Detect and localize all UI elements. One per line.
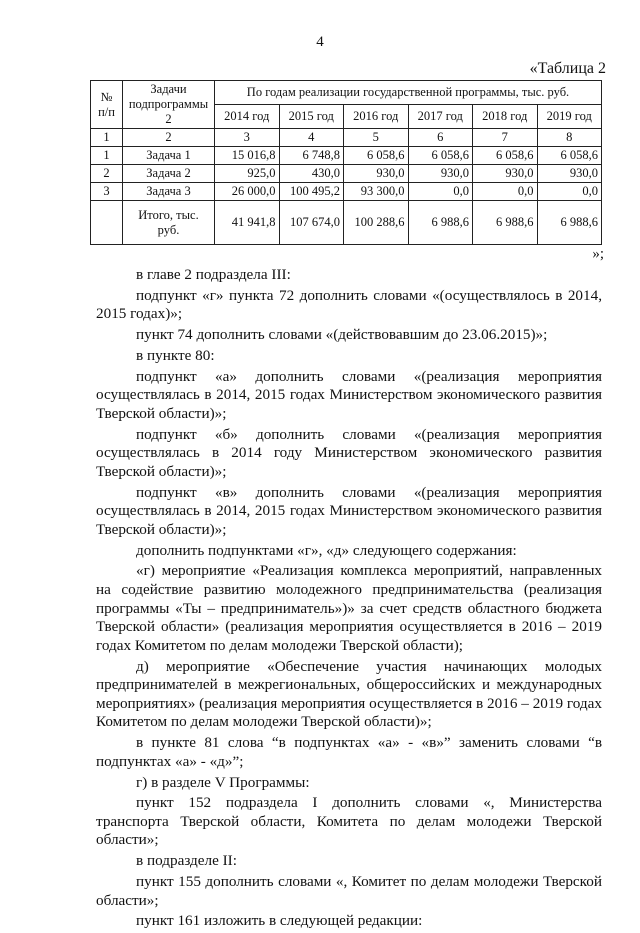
table-cell: 6 988,6	[473, 201, 538, 245]
table-cell: 2	[91, 165, 123, 183]
paragraph: пункт 161 изложить в следующей редакции:	[136, 912, 423, 930]
table-cell: Задача 2	[123, 165, 215, 183]
header-task: Задачи подпрограммы 2	[123, 81, 215, 129]
header-year: 2016 год	[344, 105, 409, 129]
paragraph: подпункт «в» дополнить словами «(реализация мероприятия осуществлялась в 2014, 2015 годах Министерством экономического развития Тверской области)»;	[96, 483, 602, 538]
paragraph: пункт 155 дополнить словами «, Комитет по делам молодежи Тверской области»;	[96, 873, 602, 909]
paragraph: подпункт «а» дополнить словами «(реализация мероприятия осуществлялась в 2014, 2015 годах Министерством экономического развития Тверской области)»;	[96, 367, 602, 422]
table-cell: 3	[91, 183, 123, 201]
header-year: 2015 год	[279, 105, 344, 129]
table-cell: 6 058,6	[537, 147, 602, 165]
table-row	[91, 183, 602, 201]
table-cell: 3	[215, 129, 280, 147]
table-index-row	[91, 129, 602, 147]
table-cell: 6	[408, 129, 473, 147]
paragraph: в главе 2 подраздела III:	[136, 266, 291, 283]
paragraph: пункт 74 дополнить словами «(действовавшим до 23.06.2015)»;	[136, 326, 548, 344]
table-cell: 100 495,2	[279, 183, 344, 201]
table-cell: 6 058,6	[473, 147, 538, 165]
table-cell: 8	[537, 129, 602, 147]
paragraph: «г) мероприятие «Реализация комплекса мероприятий, направленных на содействие развитию молодежного предпринимательства (реализация программы «Ты – предприниматель»)» за счет средств областного бюджета Тверской области» (реализация мероприятия осуществляется в 2016 – 2019 годах Комитетом по делам молодежи Тверской области);	[96, 562, 602, 654]
paragraph: дополнить подпунктами «г», «д» следующего содержания:	[136, 541, 517, 559]
table-cell: Задача 3	[123, 183, 215, 201]
table-cell: 15 016,8	[215, 147, 280, 165]
table-cell: 26 000,0	[215, 183, 280, 201]
paragraph: г) в разделе V Программы:	[136, 773, 310, 791]
total-label: Итого, тыс. руб.	[123, 201, 215, 245]
table-cell: 430,0	[279, 165, 344, 183]
header-years-group: По годам реализации государственной программы, тыс. руб.	[215, 81, 602, 105]
header-year: 2019 год	[537, 105, 602, 129]
table-cell: 2	[123, 129, 215, 147]
table-cell: 0,0	[537, 183, 602, 201]
table-cell: 0,0	[408, 183, 473, 201]
table-cell: 41 941,8	[215, 201, 280, 245]
document-body	[96, 266, 602, 933]
table-cell: 4	[279, 129, 344, 147]
table-cell: 6 988,6	[408, 201, 473, 245]
table-total-row	[91, 201, 602, 245]
table-cell: 930,0	[344, 165, 409, 183]
table-row	[91, 147, 602, 165]
header-year: 2017 год	[408, 105, 473, 129]
table-cell: 5	[344, 129, 409, 147]
table-cell: 930,0	[408, 165, 473, 183]
table-cell: 1	[91, 129, 123, 147]
table-cell: 6 748,8	[279, 147, 344, 165]
table-label: «Таблица 2	[529, 60, 606, 77]
table-cell: 107 674,0	[279, 201, 344, 245]
paragraph: в пункте 80:	[136, 346, 215, 364]
table-row	[91, 165, 602, 183]
table-cell: 93 300,0	[344, 183, 409, 201]
table-end-mark: »;	[592, 246, 604, 262]
table-cell: 6 058,6	[408, 147, 473, 165]
table-cell: 6 058,6	[344, 147, 409, 165]
header-year: 2018 год	[473, 105, 538, 129]
paragraph: пункт 152 подраздела I дополнить словами «, Министерства транспорта Тверской области, Комитета по делам молодежи Тверской области»;	[96, 794, 602, 849]
table-cell: 100 288,6	[344, 201, 409, 245]
table-cell: 7	[473, 129, 538, 147]
table-cell: 1	[91, 147, 123, 165]
paragraph: подпункт «б» дополнить словами «(реализация мероприятия осуществлялась в 2014 году Министерством экономического развития Тверской области)»;	[96, 425, 602, 480]
paragraph: д) мероприятие «Обеспечение участия начинающих молодых предпринимателей в межрегиональных, общероссийских и международных мероприятиях» (реализация мероприятия осуществляется в 2016 – 2019 годах Комитетом по делам молодежи Тверской области)»;	[96, 657, 602, 731]
header-num: № п/п	[91, 81, 123, 129]
table-cell: 930,0	[473, 165, 538, 183]
table-cell	[91, 201, 123, 245]
table-cell: Задача 1	[123, 147, 215, 165]
page-number: 4	[316, 34, 324, 50]
table-cell: 925,0	[215, 165, 280, 183]
paragraph: в подразделе II:	[136, 852, 237, 870]
table-cell: 930,0	[537, 165, 602, 183]
table-header-row	[91, 81, 602, 105]
table-cell: 6 988,6	[537, 201, 602, 245]
header-year: 2014 год	[215, 105, 280, 129]
funding-table	[90, 80, 602, 245]
paragraph: в пункте 81 слова “в подпунктах «а» - «в»” заменить словами “в подпунктах «а» - «д»”;	[96, 734, 602, 770]
paragraph: подпункт «г» пункта 72 дополнить словами «(осуществлялось в 2014, 2015 годах)»;	[96, 286, 602, 323]
table-cell: 0,0	[473, 183, 538, 201]
